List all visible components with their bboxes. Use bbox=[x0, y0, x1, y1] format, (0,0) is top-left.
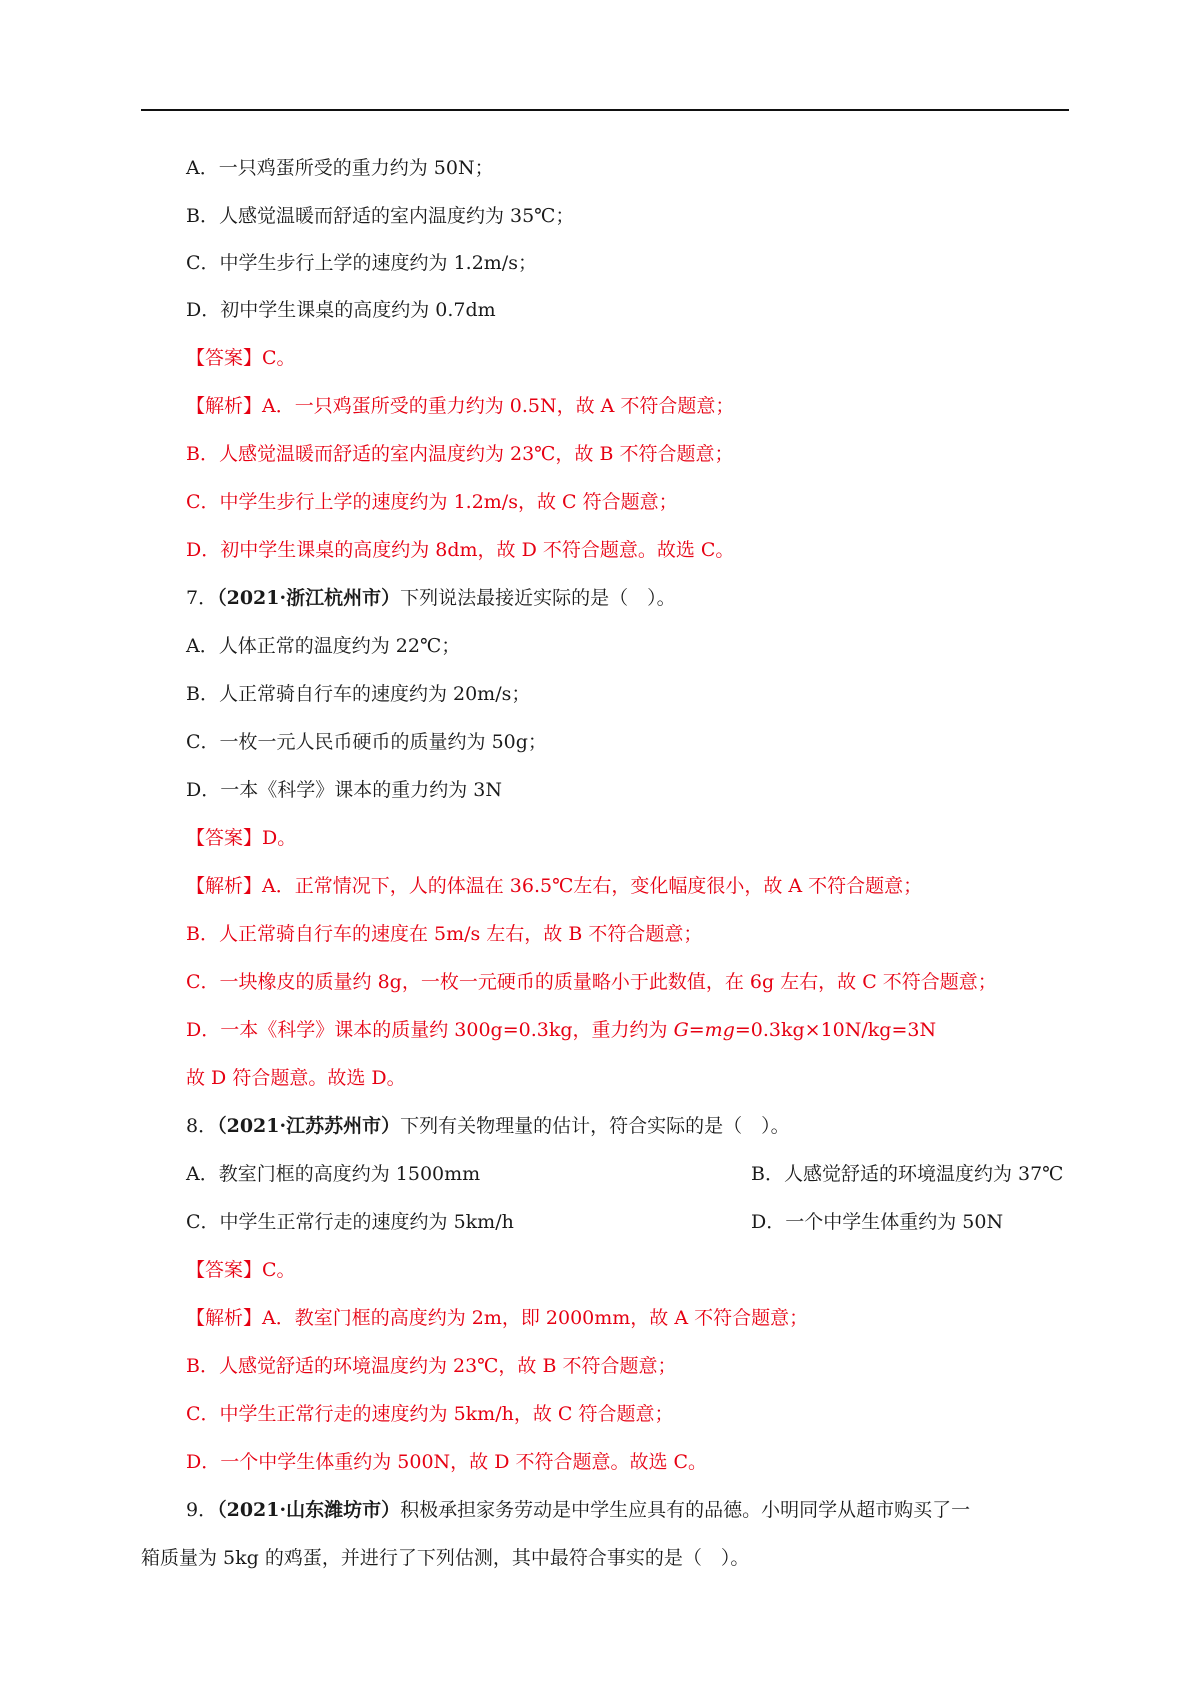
q7-analysis-c: C．一块橡皮的质量约 8g，一枚一元硬币的质量略小于此数值，在 6g 左右，故 C 不符合题意； bbox=[186, 971, 997, 993]
question-number: 7． bbox=[186, 587, 218, 609]
q8-options-row-2 bbox=[186, 1209, 1066, 1235]
q8-option-c: C．中学生正常行走的速度约为 5km/h bbox=[186, 1211, 514, 1233]
header-rule bbox=[141, 109, 1069, 111]
answer-tag: 【答案】 bbox=[186, 347, 263, 369]
question-text: 下列有关物理量的估计，符合实际的是（ ）。 bbox=[400, 1115, 790, 1137]
q6-analysis-d: D．初中学生课桌的高度约为 8dm，故 D 不符合题意。故选 C。 bbox=[186, 539, 735, 561]
q7-analysis-end: 故 D 符合题意。故选 D。 bbox=[186, 1067, 406, 1089]
q8-analysis-c: C．中学生正常行走的速度约为 5km/h，故 C 符合题意； bbox=[186, 1403, 674, 1425]
q6-option-c: C．中学生步行上学的速度约为 1.2m/s； bbox=[186, 252, 537, 274]
analysis-text: D．一本《科学》课本的质量约 300g=0.3kg，重力约为 bbox=[186, 1019, 674, 1041]
q9-stem-line-1 bbox=[186, 1497, 970, 1523]
q8-option-a: A．教室门框的高度约为 1500mm bbox=[186, 1163, 481, 1185]
q8-analysis-b: B．人感觉舒适的环境温度约为 23℃，故 B 不符合题意； bbox=[186, 1355, 677, 1377]
answer-tag: 【答案】 bbox=[186, 1259, 263, 1281]
q6-analysis-a bbox=[186, 393, 734, 419]
q7-analysis-d bbox=[186, 1017, 936, 1043]
question-source: （2021·江苏苏州市） bbox=[217, 1115, 401, 1137]
q8-option-d: D．一个中学生体重约为 50N bbox=[751, 1211, 1004, 1233]
formula-var-mg: mg bbox=[704, 1019, 735, 1041]
q6-option-d: D．初中学生课桌的高度约为 0.7dm bbox=[186, 299, 496, 321]
q6-analysis-c: C．中学生步行上学的速度约为 1.2m/s，故 C 符合题意； bbox=[186, 491, 678, 513]
q7-analysis-a bbox=[186, 873, 922, 899]
analysis-tag: 【解析】 bbox=[186, 875, 263, 897]
q8-stem bbox=[186, 1113, 790, 1139]
formula-eq: = bbox=[688, 1019, 705, 1041]
q6-option-b: B．人感觉温暖而舒适的室内温度约为 35℃； bbox=[186, 205, 575, 227]
q8-answer bbox=[186, 1257, 296, 1283]
q7-analysis-b: B．人正常骑自行车的速度在 5m/s 左右，故 B 不符合题意； bbox=[186, 923, 703, 945]
question-number: 9． bbox=[186, 1499, 218, 1521]
question-source: （2021·浙江杭州市） bbox=[217, 587, 401, 609]
q7-option-d: D．一本《科学》课本的重力约为 3N bbox=[186, 779, 502, 801]
q7-option-a: A．人体正常的温度约为 22℃； bbox=[186, 635, 461, 657]
q8-analysis-d: D．一个中学生体重约为 500N，故 D 不符合题意。故选 C。 bbox=[186, 1451, 708, 1473]
question-text: 下列说法最接近实际的是（ ）。 bbox=[400, 587, 676, 609]
answer-value: C。 bbox=[262, 347, 296, 369]
q7-stem bbox=[186, 585, 676, 611]
answer-value: D。 bbox=[262, 827, 297, 849]
analysis-text: A．教室门框的高度约为 2m，即 2000mm，故 A 不符合题意； bbox=[262, 1307, 809, 1329]
analysis-text: A．正常情况下，人的体温在 36.5℃左右，变化幅度很小，故 A 不符合题意； bbox=[262, 875, 923, 897]
question-source: （2021·山东潍坊市） bbox=[217, 1499, 401, 1521]
analysis-tag: 【解析】 bbox=[186, 1307, 263, 1329]
analysis-text: A．一只鸡蛋所受的重力约为 0.5N，故 A 不符合题意； bbox=[262, 395, 735, 417]
q8-analysis-a bbox=[186, 1305, 808, 1331]
q7-option-c: C．一枚一元人民币硬币的质量约为 50g； bbox=[186, 731, 547, 753]
formula-var-g: G bbox=[673, 1019, 689, 1041]
q6-answer bbox=[186, 345, 296, 371]
q6-option-a: A．一只鸡蛋所受的重力约为 50N； bbox=[186, 157, 494, 179]
question-number: 8． bbox=[186, 1115, 218, 1137]
q8-options-row-1 bbox=[186, 1161, 1066, 1187]
q7-option-b: B．人正常骑自行车的速度约为 20m/s； bbox=[186, 683, 531, 705]
answer-value: C。 bbox=[262, 1259, 296, 1281]
question-text: 积极承担家务劳动是中学生应具有的品德。小明同学从超市购买了一 bbox=[400, 1499, 971, 1521]
formula-result: =0.3kg×10N/kg=3N bbox=[734, 1019, 937, 1041]
q7-answer bbox=[186, 825, 296, 851]
q8-option-b: B．人感觉舒适的环境温度约为 37℃ bbox=[751, 1163, 1064, 1185]
q6-analysis-b: B．人感觉温暖而舒适的室内温度约为 23℃，故 B 不符合题意； bbox=[186, 443, 734, 465]
q9-stem-line-2: 箱质量为 5kg 的鸡蛋，并进行了下列估测，其中最符合事实的是（ ）。 bbox=[141, 1547, 750, 1569]
analysis-tag: 【解析】 bbox=[186, 395, 263, 417]
answer-tag: 【答案】 bbox=[186, 827, 263, 849]
